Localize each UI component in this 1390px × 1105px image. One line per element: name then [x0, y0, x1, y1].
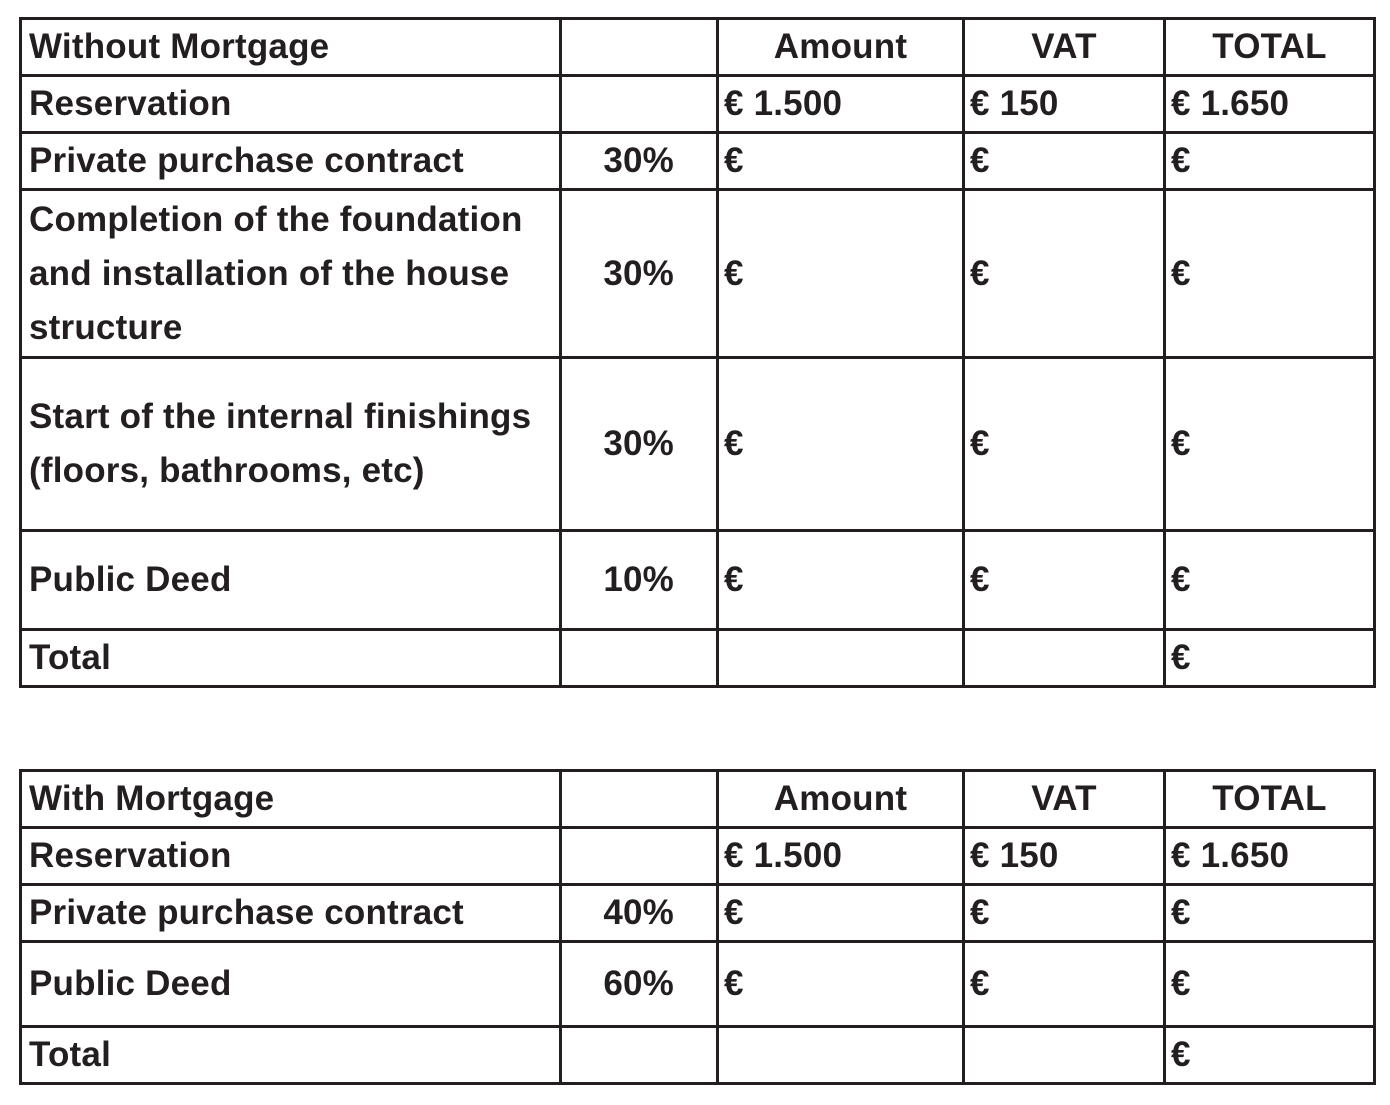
table-header-row: [21, 19, 1375, 76]
row-vat: [964, 630, 1165, 687]
row-amount: €: [718, 190, 964, 358]
table-row: [21, 190, 1375, 358]
row-vat: €: [964, 190, 1165, 358]
row-total: € 1.650: [1165, 76, 1375, 133]
row-label: Reservation: [21, 76, 561, 133]
table-title: With Mortgage: [21, 771, 561, 828]
header-total: TOTAL: [1165, 771, 1375, 828]
row-total: €: [1165, 358, 1375, 531]
row-total: €: [1165, 885, 1375, 942]
row-pct: 40%: [561, 885, 718, 942]
row-amount: € 1.500: [718, 828, 964, 885]
table-total-row: [21, 630, 1375, 687]
row-label: Total: [21, 1027, 561, 1084]
table-row: [21, 942, 1375, 1027]
without-mortgage-table: [19, 17, 1376, 688]
row-amount: €: [718, 133, 964, 190]
row-pct: 30%: [561, 133, 718, 190]
row-label: Start of the internal finishings (floors, bathrooms, etc): [21, 358, 561, 531]
row-vat: €: [964, 358, 1165, 531]
row-amount: €: [718, 885, 964, 942]
row-amount: € 1.500: [718, 76, 964, 133]
row-pct: 30%: [561, 358, 718, 531]
row-vat: €: [964, 133, 1165, 190]
header-total: TOTAL: [1165, 19, 1375, 76]
table-header-row: [21, 771, 1375, 828]
row-pct: [561, 1027, 718, 1084]
row-label: Public Deed: [21, 942, 561, 1027]
table-row: [21, 133, 1375, 190]
row-pct: [561, 828, 718, 885]
row-pct: [561, 76, 718, 133]
row-pct: 10%: [561, 531, 718, 630]
row-amount: €: [718, 942, 964, 1027]
table-title: Without Mortgage: [21, 19, 561, 76]
row-total: €: [1165, 190, 1375, 358]
row-label: Completion of the foundation and installation of the house structure: [21, 190, 561, 358]
row-total: €: [1165, 133, 1375, 190]
header-vat: VAT: [964, 19, 1165, 76]
row-label: Reservation: [21, 828, 561, 885]
with-mortgage-table: [19, 769, 1376, 1085]
row-total: €: [1165, 942, 1375, 1027]
row-vat: €: [964, 942, 1165, 1027]
row-amount: [718, 630, 964, 687]
row-total: €: [1165, 630, 1375, 687]
row-label: Public Deed: [21, 531, 561, 630]
table-row: [21, 885, 1375, 942]
row-label: Private purchase contract: [21, 133, 561, 190]
row-vat: [964, 1027, 1165, 1084]
header-amount: Amount: [718, 771, 964, 828]
header-amount: Amount: [718, 19, 964, 76]
row-total: € 1.650: [1165, 828, 1375, 885]
row-pct: 60%: [561, 942, 718, 1027]
table-row: [21, 828, 1375, 885]
header-pct: [561, 771, 718, 828]
row-vat: €: [964, 885, 1165, 942]
table-row: [21, 76, 1375, 133]
header-vat: VAT: [964, 771, 1165, 828]
row-label: Private purchase contract: [21, 885, 561, 942]
row-amount: €: [718, 358, 964, 531]
row-total: €: [1165, 531, 1375, 630]
row-amount: €: [718, 531, 964, 630]
row-vat: € 150: [964, 76, 1165, 133]
row-amount: [718, 1027, 964, 1084]
row-vat: €: [964, 531, 1165, 630]
table-row: [21, 358, 1375, 531]
header-pct: [561, 19, 718, 76]
row-pct: 30%: [561, 190, 718, 358]
row-total: €: [1165, 1027, 1375, 1084]
table-row: [21, 531, 1375, 630]
row-pct: [561, 630, 718, 687]
row-vat: € 150: [964, 828, 1165, 885]
row-label: Total: [21, 630, 561, 687]
table-total-row: [21, 1027, 1375, 1084]
